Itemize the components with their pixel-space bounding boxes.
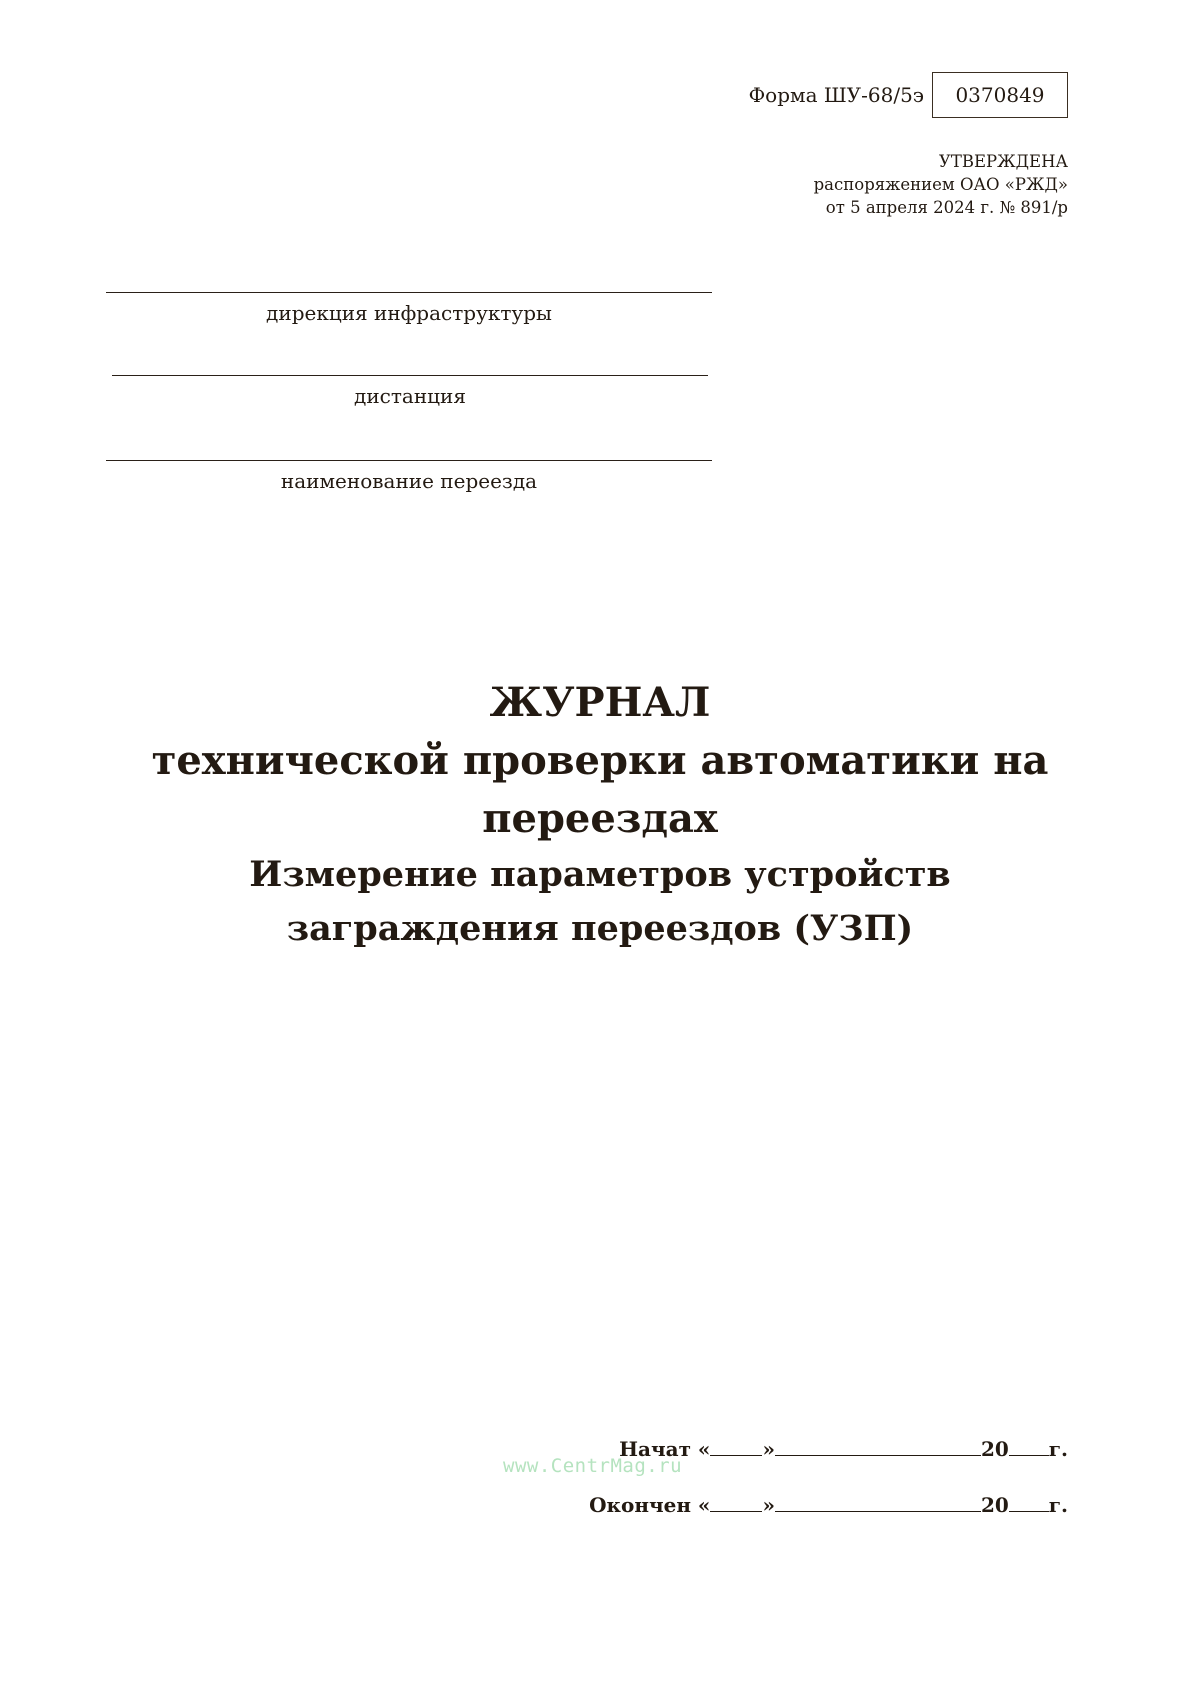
distance-line <box>112 375 708 376</box>
end-year-blank <box>1009 1510 1049 1512</box>
distance-caption: дистанция <box>354 384 466 408</box>
start-date-row <box>619 1437 1068 1461</box>
title-block <box>100 674 1100 956</box>
approval-order: распоряжением ОАО «РЖД» <box>813 175 1068 194</box>
title-line-3: переездах <box>482 795 718 842</box>
end-year-suffix: г. <box>1048 1493 1068 1517</box>
directorate-caption: дирекция инфраструктуры <box>266 301 552 325</box>
form-number-box <box>932 72 1068 118</box>
form-number: 0370849 <box>955 83 1045 107</box>
form-label: Форма ШУ-68/5э <box>748 83 924 107</box>
end-day-blank <box>710 1510 762 1512</box>
start-year-suffix: г. <box>1048 1437 1068 1461</box>
end-century: 20 <box>980 1493 1009 1517</box>
distance-field <box>112 375 708 408</box>
title-main: ЖУРНАЛ <box>489 679 711 726</box>
crossing-name-field <box>106 460 712 493</box>
watermark: www.CentrMag.ru <box>503 1455 683 1477</box>
start-quote-close: » <box>762 1437 775 1461</box>
start-label: Начат « <box>619 1437 711 1461</box>
subtitle-line-2: заграждения переездов (УЗП) <box>286 908 914 949</box>
end-label: Окончен « <box>589 1493 711 1517</box>
approval-date: от 5 апреля 2024 г. № 891/р <box>825 198 1068 217</box>
start-year-blank <box>1009 1454 1049 1456</box>
directorate-field <box>106 292 712 325</box>
crossing-name-line <box>106 460 712 461</box>
form-header <box>749 72 1068 118</box>
approval-title: УТВЕРЖДЕНА <box>938 152 1068 171</box>
approval-block <box>814 150 1068 219</box>
start-day-blank <box>710 1454 762 1456</box>
end-month-blank <box>775 1510 981 1512</box>
start-month-blank <box>775 1454 981 1456</box>
subtitle-line-1: Измерение параметров устройств <box>249 854 951 895</box>
crossing-name-caption: наименование переезда <box>280 469 538 493</box>
end-quote-close: » <box>762 1493 775 1517</box>
title-line-2: технической проверки автоматики на <box>151 737 1049 784</box>
end-date-row <box>589 1493 1068 1517</box>
directorate-line <box>106 292 712 293</box>
start-century: 20 <box>980 1437 1009 1461</box>
